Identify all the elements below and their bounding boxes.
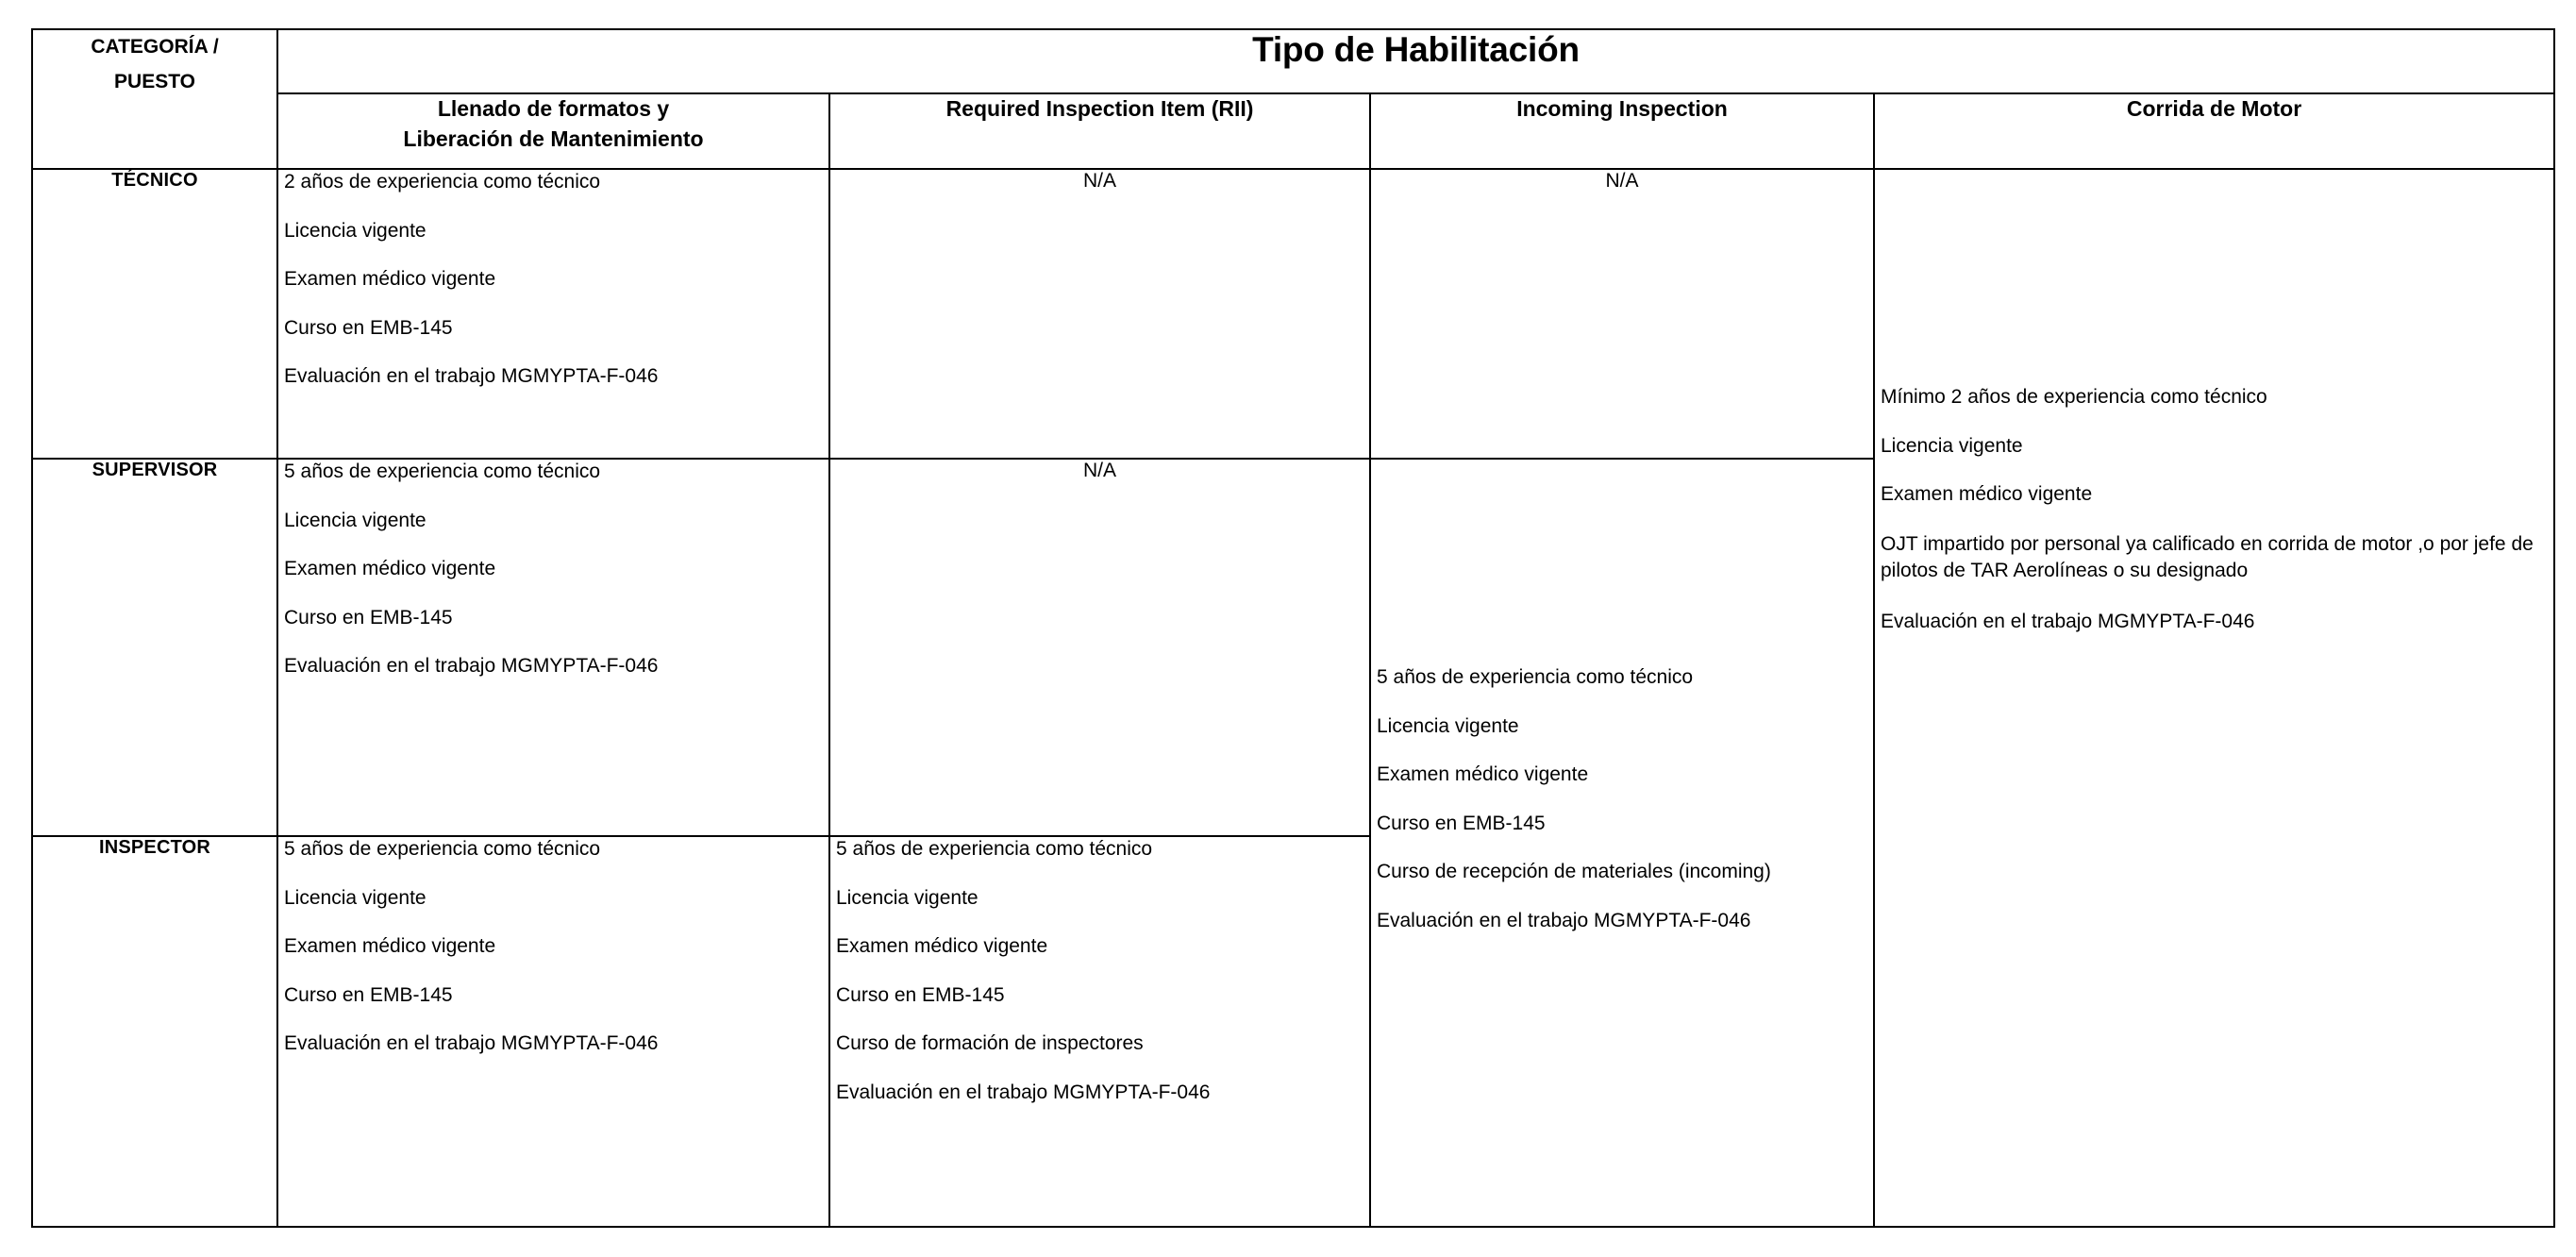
requirement-item: Licencia vigente: [1377, 714, 1519, 737]
requirement-item: Evaluación en el trabajo MGMYPTA-F-046: [284, 1032, 659, 1055]
cell-supervisor-rii: N/A: [829, 459, 1370, 836]
cell-inspector-rii: [829, 836, 1370, 1227]
requirement-item: 5 años de experiencia como técnico: [1377, 666, 1694, 688]
cell-corrida-de-motor-merged: [1874, 169, 2554, 1227]
table-header-row-columns: [32, 93, 2554, 169]
requirement-item: Curso de formación de inspectores: [836, 1032, 1144, 1055]
header-cell-incoming: Incoming Inspection: [1370, 93, 1874, 169]
requirement-item: OJT impartido por personal ya calificado en corrida de motor ,o por jefe de pilotos de TAR Aerolíneas o su designado: [1881, 532, 2534, 582]
requirement-item: Curso de recepción de materiales (incoming): [1377, 861, 1771, 883]
requirement-list: [1875, 170, 2553, 633]
cell-tecnico-rii: N/A: [829, 169, 1370, 459]
requirement-item: Licencia vigente: [284, 509, 427, 531]
row-category-inspector: INSPECTOR: [32, 836, 277, 1227]
incoming-top-spacer: [1371, 460, 1873, 665]
requirement-item: Curso en EMB-145: [284, 983, 453, 1006]
requirement-item: Licencia vigente: [836, 886, 979, 909]
requirement-item: Examen médico vigente: [1881, 483, 2093, 506]
header-cell-categoria: [32, 29, 277, 169]
requirement-list: [278, 460, 828, 679]
requirement-list: [278, 170, 828, 389]
cell-tecnico-llenado: [277, 169, 829, 459]
requirement-item: Licencia vigente: [284, 219, 427, 242]
header-cell-rii: Required Inspection Item (RII): [829, 93, 1370, 169]
row-category-supervisor: SUPERVISOR: [32, 459, 277, 836]
requirement-item: Licencia vigente: [1881, 434, 2023, 457]
requirement-list: [830, 837, 1369, 1105]
requirement-item: Examen médico vigente: [284, 558, 496, 580]
header-cell-corrida: Corrida de Motor: [1874, 93, 2554, 169]
requirement-item: Curso en EMB-145: [284, 316, 453, 339]
cell-supervisor-llenado: [277, 459, 829, 836]
requirement-item: Evaluación en el trabajo MGMYPTA-F-046: [284, 365, 659, 388]
header-cell-llenado: [277, 93, 829, 169]
requirement-item: Curso en EMB-145: [836, 983, 1005, 1006]
requirement-item: 5 años de experiencia como técnico: [284, 461, 601, 482]
cell-incoming-inspection-merged: [1370, 459, 1874, 1227]
requirement-item: 5 años de experiencia como técnico: [284, 838, 601, 860]
cell-inspector-llenado: [277, 836, 829, 1227]
requirement-list: [278, 837, 828, 1056]
header-categoria-line2: PUESTO: [114, 70, 195, 92]
requirement-item: Examen médico vigente: [836, 935, 1048, 958]
cell-tecnico-incoming: N/A: [1370, 169, 1874, 459]
requirement-item: Evaluación en el trabajo MGMYPTA-F-046: [1881, 610, 2255, 632]
table-row: [32, 169, 2554, 459]
requirement-item: Curso en EMB-145: [1377, 812, 1546, 834]
requirement-item: Examen médico vigente: [1377, 763, 1589, 786]
requirement-list: [1371, 665, 1873, 933]
requirement-item: Examen médico vigente: [284, 268, 496, 291]
header-cell-tipo-habilitacion: Tipo de Habilitación: [277, 29, 2554, 93]
requirement-item: Evaluación en el trabajo MGMYPTA-F-046: [836, 1081, 1211, 1104]
requirement-item: Licencia vigente: [284, 886, 427, 909]
requirement-item: Curso en EMB-145: [284, 606, 453, 628]
habilitacion-table: [31, 28, 2555, 1228]
requirement-item: Examen médico vigente: [284, 935, 496, 958]
requirement-item: Evaluación en el trabajo MGMYPTA-F-046: [1377, 910, 1751, 932]
requirement-item: Evaluación en el trabajo MGMYPTA-F-046: [284, 655, 659, 678]
table-header-row-group: [32, 29, 2554, 93]
requirement-item: 5 años de experiencia como técnico: [836, 838, 1153, 860]
header-llenado-line1: Llenado de formatos y: [437, 96, 670, 121]
header-categoria-line1: CATEGORÍA /: [91, 36, 219, 58]
row-category-tecnico: TÉCNICO: [32, 169, 277, 459]
requirement-item: Mínimo 2 años de experiencia como técnico: [1881, 386, 2267, 408]
header-llenado-line2: Liberación de Mantenimiento: [403, 126, 704, 151]
requirement-item: 2 años de experiencia como técnico: [284, 171, 601, 193]
